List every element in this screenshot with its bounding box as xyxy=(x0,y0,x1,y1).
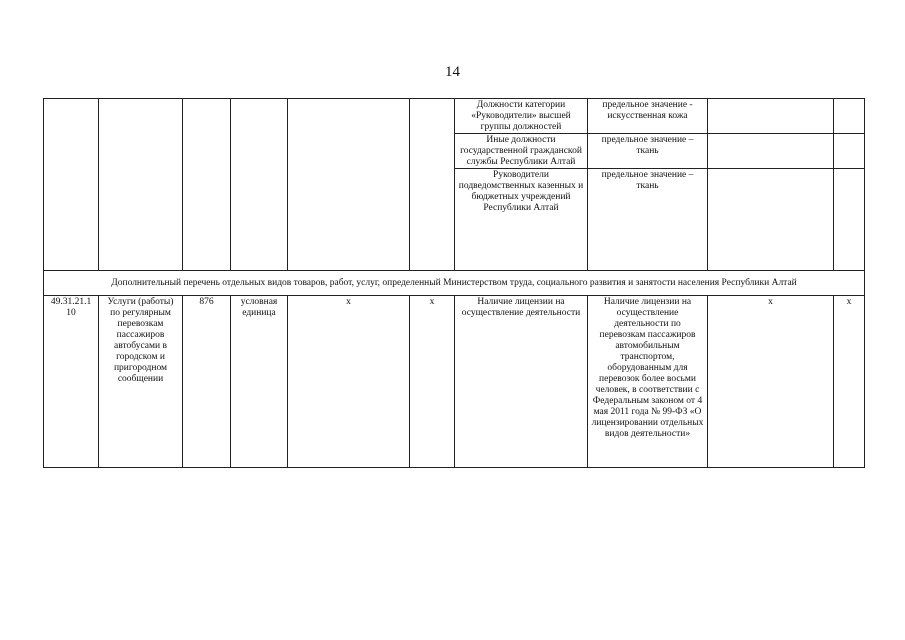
empty-cell xyxy=(410,99,455,271)
x-cell: х xyxy=(410,296,455,468)
document-table xyxy=(43,98,865,468)
empty-cell xyxy=(834,134,865,169)
position-title-cell: Иные должности государственной гражданской службы Республики Алтай xyxy=(455,134,588,169)
empty-cell xyxy=(183,99,231,271)
position-value-cell: предельное значение – ткань xyxy=(588,134,708,169)
unit-cell: условная единица xyxy=(231,296,288,468)
table-row xyxy=(44,296,865,468)
service-code-cell: 49.31.21.1 10 xyxy=(44,296,99,468)
empty-cell xyxy=(708,134,834,169)
position-value-cell: предельное значение – ткань xyxy=(588,169,708,271)
service-name-cell: Услуги (работы) по регулярным перевозкам пассажиров автобусами в городском и пригородном сообщении xyxy=(99,296,183,468)
characteristic-value-cell: Наличие лицензии на осуществление деятельности по перевозкам пассажиров автомобильным транспортом, оборудованным для перевозок более восьми человек, в соответствии с Федеральным законом от 4 мая 2011 года № 99-ФЗ «О лицензировании отдельных видов деятельности» xyxy=(588,296,708,468)
empty-cell xyxy=(231,99,288,271)
x-cell: х xyxy=(708,296,834,468)
characteristic-cell: Наличие лицензии на осуществление деятельности xyxy=(455,296,588,468)
x-cell: х xyxy=(834,296,865,468)
position-title-cell: Должности категории «Руководители» высшей группы должностей xyxy=(455,99,588,134)
empty-cell xyxy=(834,99,865,134)
empty-cell xyxy=(834,169,865,271)
empty-cell xyxy=(288,99,410,271)
position-title-cell: Руководители подведомственных казенных и бюджетных учреждений Республики Алтай xyxy=(455,169,588,271)
section-row xyxy=(44,271,865,296)
table-row xyxy=(44,99,865,134)
x-cell: х xyxy=(288,296,410,468)
empty-cell xyxy=(708,99,834,134)
empty-cell xyxy=(44,99,99,271)
empty-cell xyxy=(708,169,834,271)
position-value-cell: предельное значение - искусственная кожа xyxy=(588,99,708,134)
page-number: 14 xyxy=(445,64,460,80)
okei-code-cell: 876 xyxy=(183,296,231,468)
empty-cell xyxy=(99,99,183,271)
section-title: Дополнительный перечень отдельных видов товаров, работ, услуг, определенный Министерством труда, социального развития и занятости населения Республики Алтай xyxy=(44,271,865,296)
